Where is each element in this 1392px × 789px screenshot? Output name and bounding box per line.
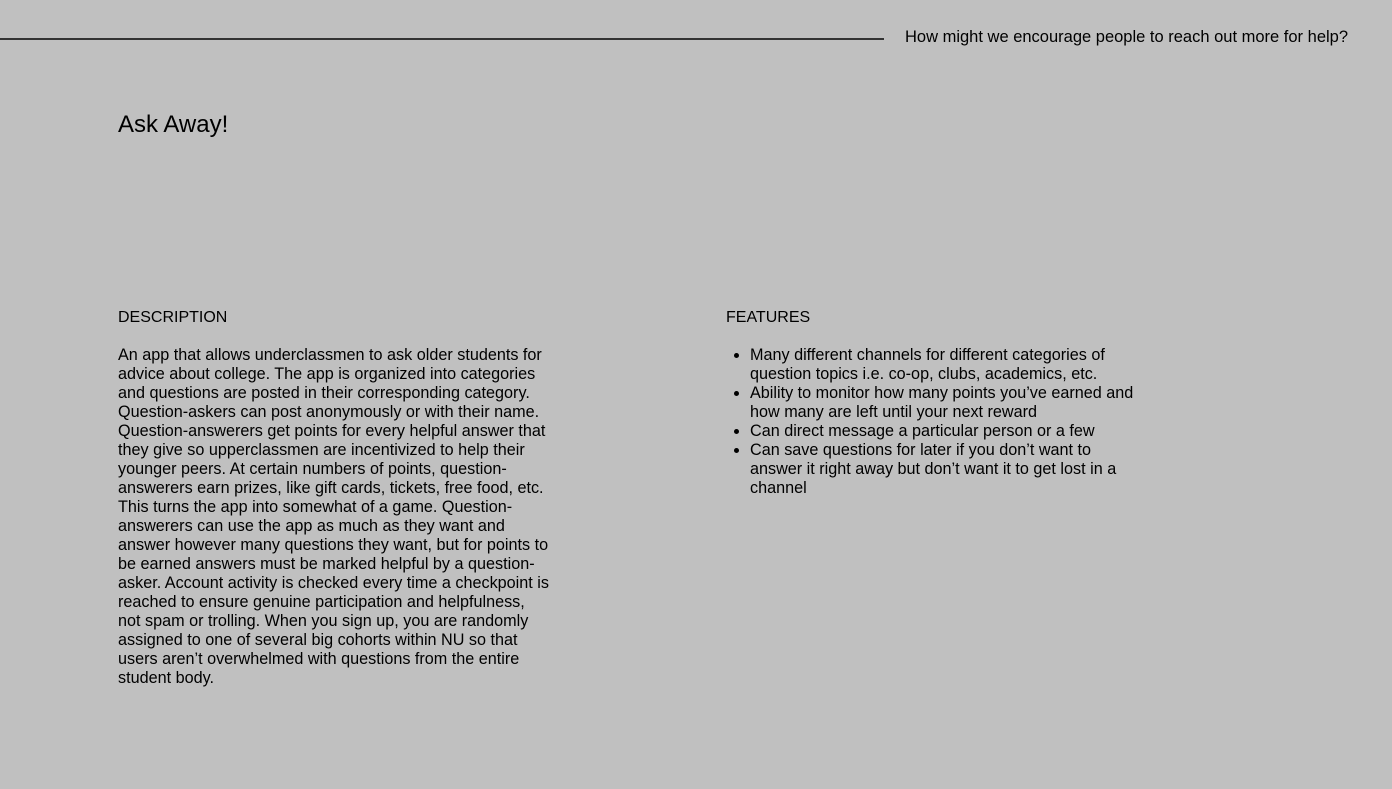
feature-item-channels: • Many different channels for different categories of question topics i.e. co-op, clubs, academics, etc. xyxy=(750,346,1142,384)
features-heading: FEATURES xyxy=(726,309,811,326)
header-divider xyxy=(0,38,884,40)
feature-item-save-questions: • Can save questions for later if you don’t want to answer it right away but don’t want it to get lost in a channel xyxy=(750,441,1142,498)
feature-item-direct-message: • Can direct message a particular person or a few xyxy=(750,422,1142,441)
features-list xyxy=(750,346,1142,498)
page-title: Ask Away! xyxy=(118,111,229,138)
description-heading: DESCRIPTION xyxy=(118,309,228,326)
description-body: An app that allows underclassmen to ask older students for advice about college. The app is organized into categories and questions are posted in their corresponding category. Question-askers can post anonymously or with their name. Question-answerers get points for every helpful answer that they give so upperclassmen are incentivized to help their younger peers. At certain numbers of points, question-answerers earn prizes, like gift cards, tickets, free food, etc. This turns the app into somewhat of a game. Question-answerers can use the app as much as they want and answer however many questions they want, but for points to be earned answers must be marked helpful by a question-asker. Account activity is checked every time a checkpoint is reached to ensure genuine participation and helpfulness, not spam or trolling. When you sign up, you are randomly assigned to one of several big cohorts within NU so that users aren’t overwhelmed with questions from the entire student body. xyxy=(118,346,549,687)
feature-item-points: • Ability to monitor how many points you’ve earned and how many are left until your next reward xyxy=(750,384,1142,422)
how-might-we-question: How might we encourage people to reach out more for help? xyxy=(905,28,1349,46)
